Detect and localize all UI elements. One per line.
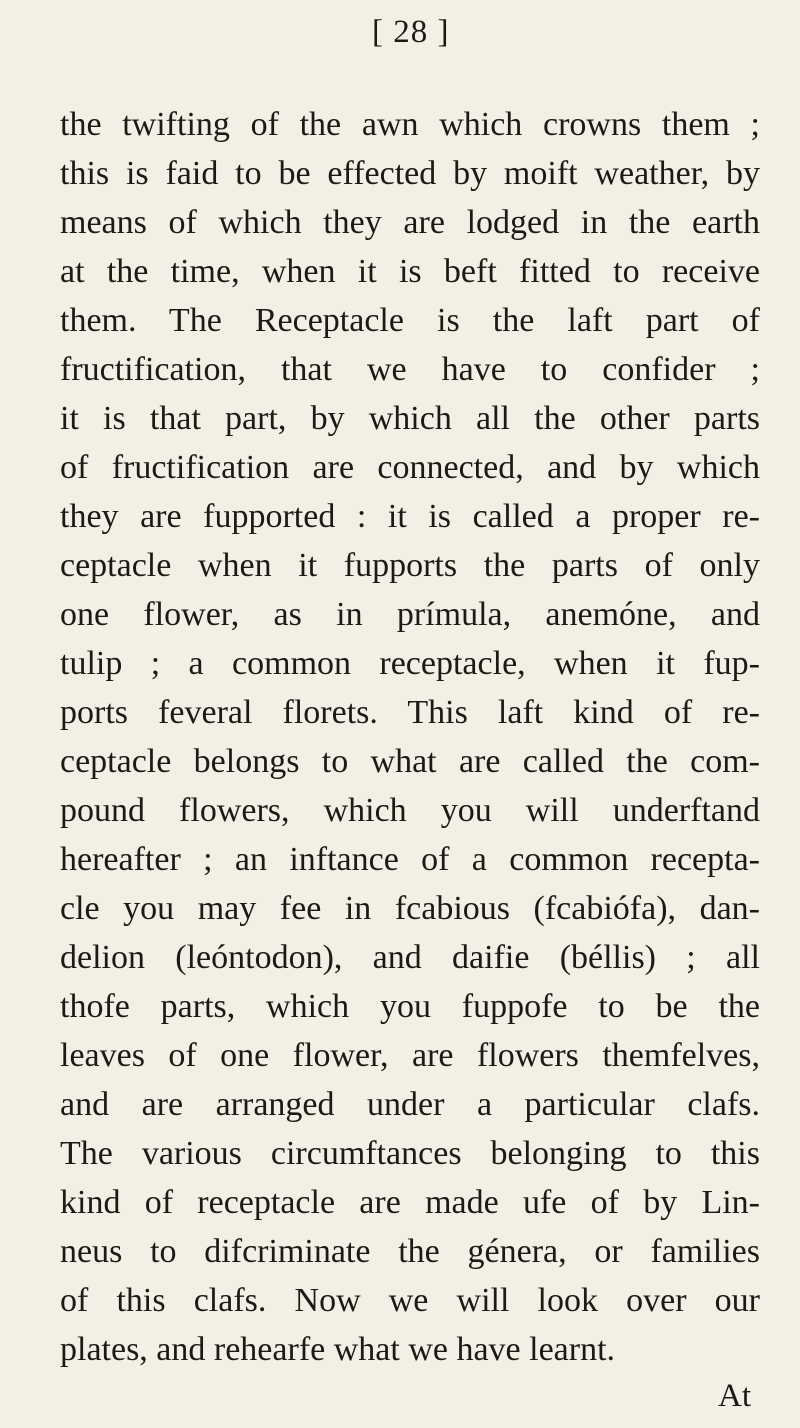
text-line-16: hereafter ; an inftance of a common recepta- <box>60 841 760 878</box>
page-number: [ 28 ] <box>372 14 450 50</box>
text-line-11: one flower, as in prímula, anemóne, and <box>60 596 760 633</box>
text-line-8: of fructification are connected, and by which <box>60 449 760 486</box>
text-line-21: and are arranged under a particular clafs. <box>60 1086 760 1123</box>
text-line-20: leaves of one flower, are flowers themfelves, <box>60 1037 760 1074</box>
text-line-4: at the time, when it is beft fitted to receive <box>60 253 760 290</box>
text-line-15: pound flowers, which you will underftand <box>60 792 760 829</box>
text-line-10: ceptacle when it fupports the parts of only <box>60 547 760 584</box>
text-line-19: thofe parts, which you fuppofe to be the <box>60 988 760 1025</box>
text-line-12: tulip ; a common receptacle, when it fup- <box>60 645 760 682</box>
text-line-14: ceptacle belongs to what are called the com- <box>60 743 760 780</box>
text-line-7: it is that part, by which all the other parts <box>60 400 760 437</box>
text-line-3: means of which they are lodged in the earth <box>60 204 760 241</box>
text-line-22: The various circumftances belonging to this <box>60 1135 760 1172</box>
catchword: At <box>718 1378 751 1414</box>
text-line-18: delion (leóntodon), and daifie (béllis) ; all <box>60 939 760 976</box>
text-line-6: fructification, that we have to confider ; <box>60 351 760 388</box>
text-line-26: plates, and rehearfe what we have learnt. <box>60 1331 616 1368</box>
text-line-23: kind of receptacle are made ufe of by Lin- <box>60 1184 760 1221</box>
text-line-13: ports feveral florets. This laft kind of re- <box>60 694 760 731</box>
text-line-2: this is faid to be effected by moift weather, by <box>60 155 760 192</box>
text-line-24: neus to difcriminate the génera, or families <box>60 1233 760 1270</box>
text-line-1: the twifting of the awn which crowns them ; <box>60 106 760 143</box>
text-line-9: they are fupported : it is called a proper re- <box>60 498 760 535</box>
text-line-25: of this clafs. Now we will look over our <box>60 1282 760 1319</box>
body-text <box>60 100 760 1374</box>
text-line-17: cle you may fee in fcabious (fcabiófa), dan- <box>60 890 760 927</box>
text-line-5: them. The Receptacle is the laft part of <box>60 302 760 339</box>
